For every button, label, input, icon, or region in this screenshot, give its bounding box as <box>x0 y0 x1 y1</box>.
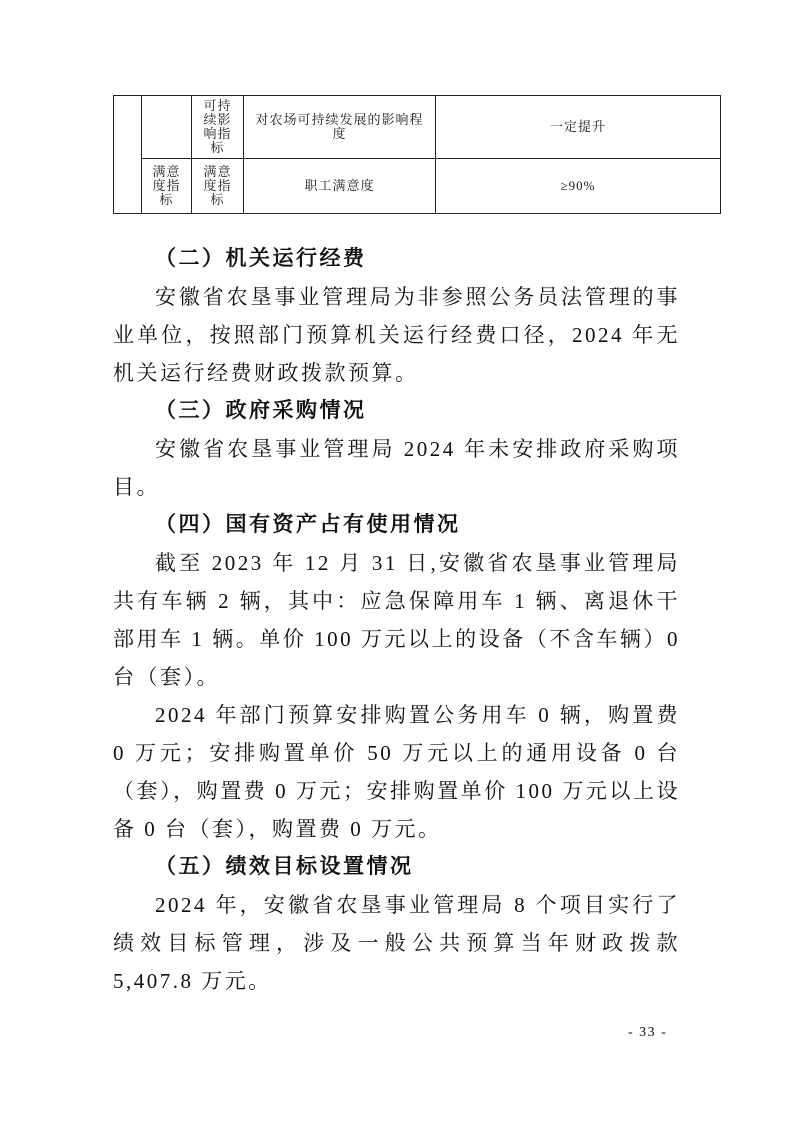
table-cell-value-row2: ≥90% <box>436 159 721 214</box>
table-cell-category-row1 <box>142 96 192 159</box>
section-performance-targets <box>113 848 680 1000</box>
section-paragraph: 截至 2023 年 12 月 31 日,安徽省农垦事业管理局共有车辆 2 辆，其中：应急保障用车 1 辆、离退休干部用车 1 辆。单价 100 万元以上的设备（不含车辆）0 台（套）。 <box>113 551 680 689</box>
table-cell-category-row2: 满意度指标 <box>142 159 192 214</box>
page-number: - 33 - <box>628 1025 668 1040</box>
table-cell-indicator-name-row2: 职工满意度 <box>244 159 436 214</box>
section-heading: （三）政府采购情况 <box>155 399 367 422</box>
section-government-procurement <box>113 392 680 506</box>
table-row <box>114 159 721 214</box>
table-row <box>114 96 721 159</box>
section-paragraph: 2024 年部门预算安排购置公务用车 0 辆，购置费 0 万元；安排购置单价 50 万元以上的通用设备 0 台（套），购置费 0 万元；安排购置单价 100 万元以上设备 0 台（套），购置费 0 万元。 <box>113 703 680 841</box>
section-heading: （二）机关运行经费 <box>155 247 367 270</box>
table-cell-indicator-type-row2: 满意度指标 <box>192 159 244 214</box>
table-cell-indicator-name-row1: 对农场可持续发展的影响程度 <box>244 96 436 159</box>
section-heading: （四）国有资产占有使用情况 <box>155 513 461 536</box>
performance-indicator-table <box>113 95 721 214</box>
table-cell-value-row1: 一定提升 <box>436 96 721 159</box>
table-cell-left-spacer <box>114 96 142 214</box>
section-paragraph: 安徽省农垦事业管理局为非参照公务员法管理的事业单位，按照部门预算机关运行经费口径，2024 年无机关运行经费财政拨款预算。 <box>113 285 680 385</box>
section-paragraph: 安徽省农垦事业管理局 2024 年未安排政府采购项目。 <box>113 437 680 499</box>
document-body <box>113 240 680 1000</box>
section-state-assets <box>113 506 680 848</box>
section-heading: （五）绩效目标设置情况 <box>155 855 414 878</box>
table-cell-indicator-type-row1: 可持续影响指标 <box>192 96 244 159</box>
section-agency-operating-funds <box>113 240 680 392</box>
section-paragraph: 2024 年，安徽省农垦事业管理局 8 个项目实行了绩效目标管理，涉及一般公共预算当年财政拨款 5,407.8 万元。 <box>113 893 680 993</box>
